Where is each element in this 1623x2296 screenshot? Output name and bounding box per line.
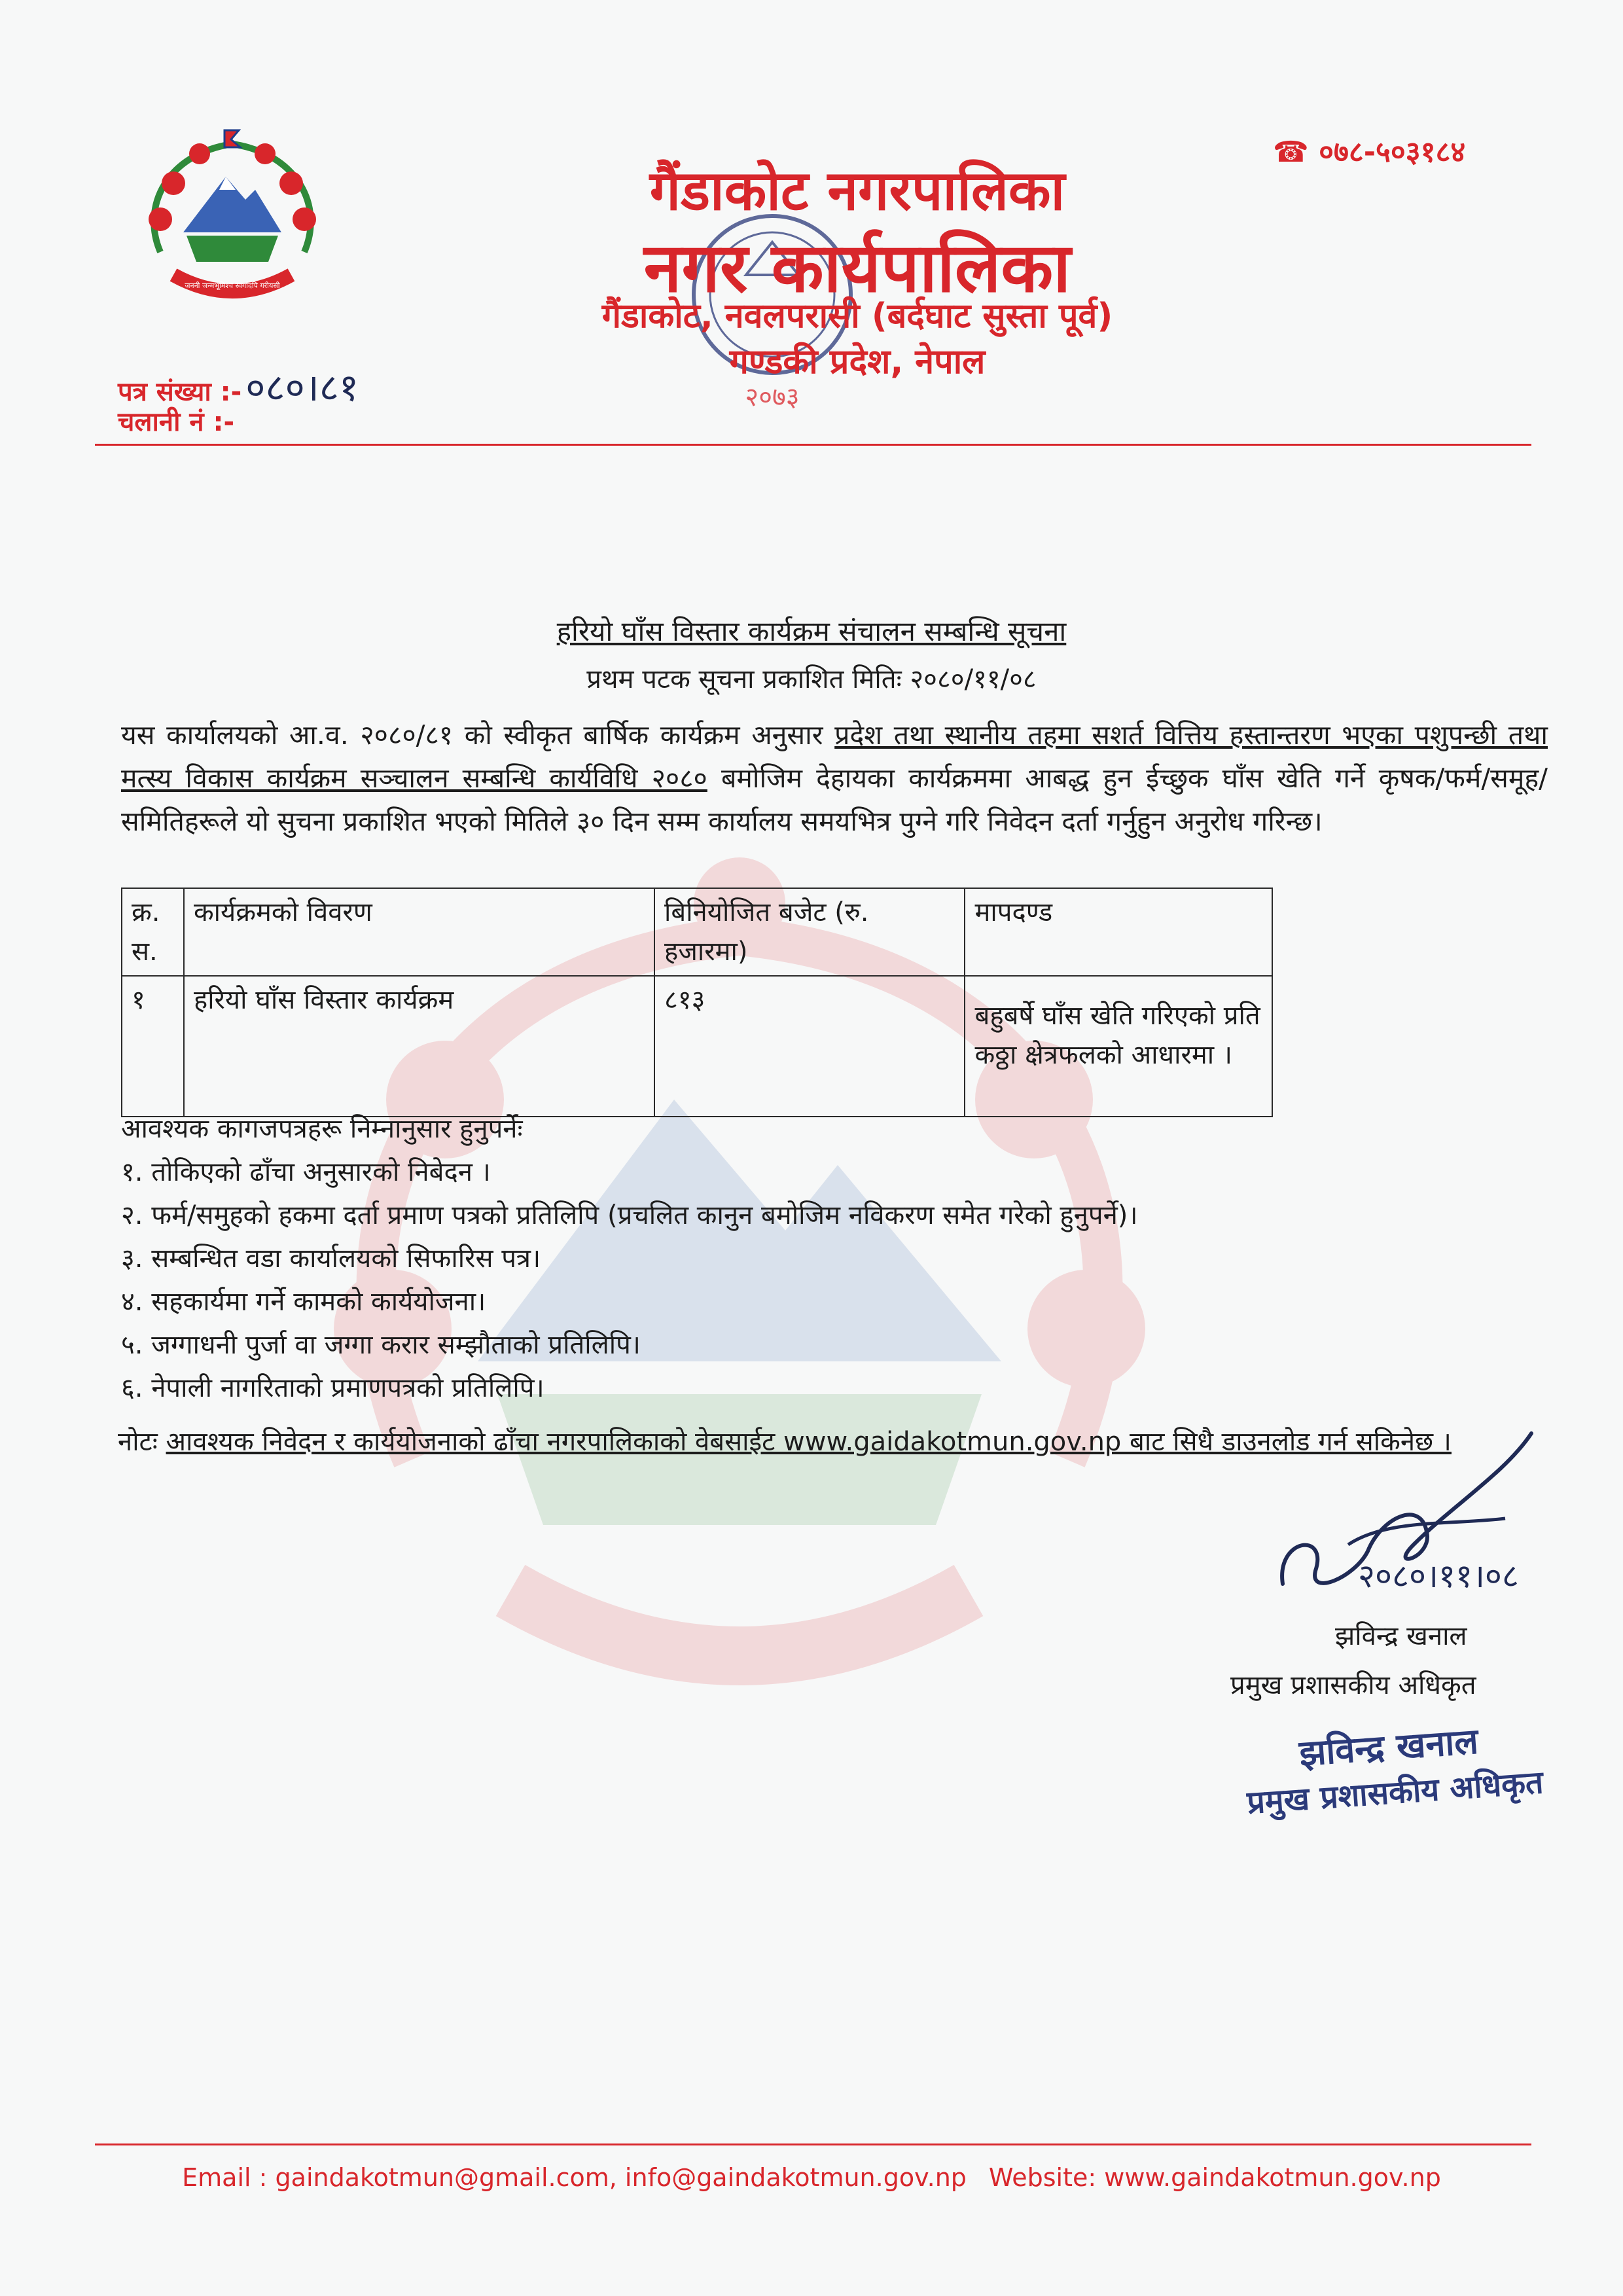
email-value: gaindakotmun@gmail.com, info@gaindakotmun.gov.np <box>275 2163 967 2192</box>
list-item: ४. सहकार्यमा गर्ने कामको कार्ययोजना। <box>121 1287 486 1317</box>
list-item: २. फर्म/समुहको हकमा दर्ता प्रमाण पत्रको प्रतिलिपि (प्रचलित कानुन बमोजिम नविकरण समेत गरेको हुनुपर्ने)। <box>121 1200 1138 1230</box>
list-item: ३. सम्बन्धित वडा कार्यालयको सिफारिस पत्र। <box>121 1244 541 1274</box>
org-name: गैंडाकोट नगरपालिका <box>649 158 1065 223</box>
notice-title <box>0 612 1623 649</box>
notice-title-text: हरियो घाँस विस्तार कार्यक्रम संचालन सम्बन्धि सूचना <box>556 615 1067 647</box>
program-table <box>121 888 1273 1117</box>
address-line-1: गैंडाकोट, नवलपरासी (बर्दघाट सुस्ता पूर्व) <box>601 296 1113 336</box>
handwritten-signature <box>1257 1420 1571 1636</box>
letter-number-label: पत्र संख्या :- <box>118 377 242 407</box>
email-label: Email : <box>182 2163 276 2192</box>
required-documents-heading: आवश्यक कागजपत्रहरू निम्नानुसार हुनुपर्नेः <box>121 1114 523 1144</box>
notice-intro <box>121 713 1548 843</box>
note-text: आवश्यक निवेदन र कार्ययोजनाको ढाँचा नगरपालिकाको वेबसाईट www.gaidakotmun.gov.np बाट सिधै डाउनलोड गर्न सकिनेछ । <box>166 1427 1452 1457</box>
table-cell: १ <box>122 976 184 1117</box>
office-name: नगर कार्यपालिका <box>643 228 1071 308</box>
svg-text:२०७३: २०७३ <box>745 382 800 412</box>
published-date: प्रथम पटक सूचना प्रकाशित मितिः २०८०/११/०८ <box>586 664 1037 694</box>
table-cell: बहुबर्षे घाँस खेति गरिएको प्रति कठ्ठा क्षेत्रफलको आधारमा । <box>965 976 1272 1117</box>
required-documents-list <box>121 1151 1138 1410</box>
table-cell: ८१३ <box>654 976 965 1117</box>
letter-number-value: ०८०।८१ <box>245 365 359 410</box>
header-divider <box>95 444 1531 446</box>
note-label: नोटः <box>118 1427 166 1457</box>
dispatch-number-label: चलानी नं :- <box>118 407 235 437</box>
table-header-row <box>122 888 1272 976</box>
footer-contact <box>0 2163 1623 2192</box>
table-header: बिनियोजित बजेट (रु. हजारमा) <box>654 888 965 976</box>
signatory-title: प्रमुख प्रशासकीय अधिकृत <box>1230 1670 1476 1700</box>
website-value: www.gaindakotmun.gov.np <box>1104 2163 1441 2192</box>
table-header: क्र. स. <box>122 888 184 976</box>
list-item: ५. जग्गाधनी पुर्जा वा जग्गा करार सम्झौताको प्रतिलिपि। <box>121 1330 641 1360</box>
address-line-2: गण्डकी प्रदेश, नेपाल <box>729 342 986 382</box>
svg-text:जननी जन्मभूमिश्च स्वर्गादपि गर: जननी जन्मभूमिश्च स्वर्गादपि गरीयसी <box>185 281 280 290</box>
intro-text-1: यस कार्यालयको आ.व. २०८०/८१ को स्वीकृत बार्षिक कार्यक्रम अनुसार <box>121 719 835 751</box>
nepal-emblem <box>134 121 330 317</box>
seal-title: प्रमुख प्रशासकीय अधिकृत <box>1245 1764 1545 1821</box>
table-header: कार्यक्रमको विवरण <box>184 888 654 976</box>
signatory-name: झविन्द्र खनाल <box>1335 1621 1467 1651</box>
intro-text-2: बमोजिम देहायका कार्यक्रममा आबद्ध हुन ईच्छुक घाँस खेति गर्ने कृषक/फर्म/समूह/समितिहरूले यो सुचना प्रकाशित भएको मितिले ३० दिन सम्म कार्यालय समयभित्र पुग्ने गरि निवेदन दर्ता गर्नुहुन अनुरोध गरिन्छ। <box>121 762 1548 837</box>
footer-divider <box>95 2144 1531 2145</box>
seal-name: झविन्द्र खनाल <box>1298 1720 1480 1774</box>
list-item: १. तोकिएको ढाँचा अनुसारको निबेदन । <box>121 1157 491 1187</box>
phone-number: ☎ ०७८-५०३१८४ <box>1273 135 1466 169</box>
table-cell: हरियो घाँस विस्तार कार्यक्रम <box>184 976 654 1117</box>
table-row <box>122 976 1272 1117</box>
list-item: ६. नेपाली नागरिताको प्रमाणपत्रको प्रतिलिपि। <box>121 1373 544 1403</box>
signature-date: २०८०।११।०८ <box>1358 1557 1519 1595</box>
website-label: Website: <box>988 2163 1105 2192</box>
intro-procedure-reference: प्रदेश तथा स्थानीय तहमा सशर्त वित्तिय हस्तान्तरण भएका पशुपन्छी तथा मत्स्य विकास कार्यक्रम सञ्चालन सम्बन्धि कार्यविधि २०८० <box>121 719 1548 794</box>
table-header: मापदण्ड <box>965 888 1272 976</box>
